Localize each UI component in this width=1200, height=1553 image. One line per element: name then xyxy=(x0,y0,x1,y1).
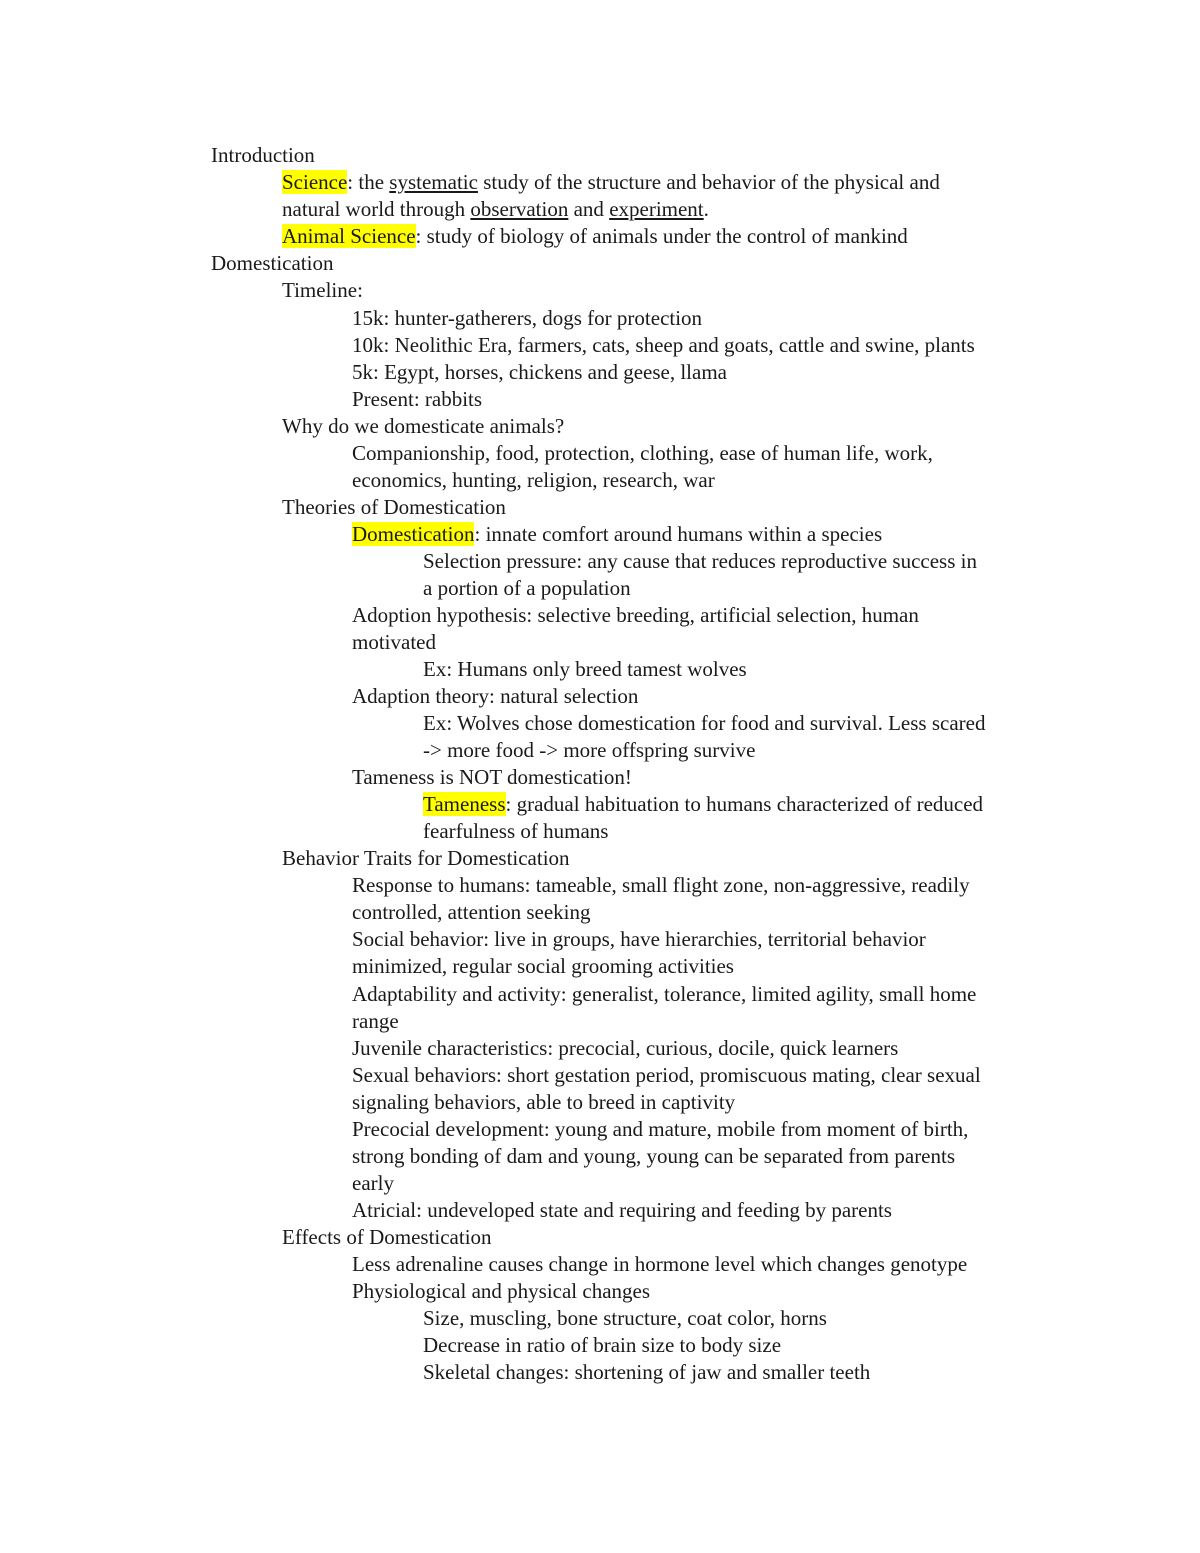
item-text: Ex: Humans only breed tamest wolves xyxy=(423,657,747,681)
item-text: Effects of Domestication xyxy=(282,1225,492,1249)
section-heading: Introduction xyxy=(211,143,315,167)
item-text: Adaptability and activity: generalist, tolerance, limited agility, small home xyxy=(352,982,977,1006)
item-text: Atricial: undeveloped state and requiring and feeding by parents xyxy=(352,1198,892,1222)
item-text: Tameness is NOT domestication! xyxy=(352,765,632,789)
item-text: Precocial development: young and mature, mobile from moment of birth, xyxy=(352,1117,969,1141)
highlighted-term: Animal Science xyxy=(282,224,416,248)
item-text: early xyxy=(352,1171,394,1195)
item-text: 10k: Neolithic Era, farmers, cats, sheep and goats, cattle and swine, plants xyxy=(352,333,975,357)
item-text: a portion of a population xyxy=(423,576,631,600)
section-heading: Domestication xyxy=(211,251,334,275)
item-text: Adoption hypothesis: selective breeding, artificial selection, human xyxy=(352,603,919,627)
underlined-word: systematic xyxy=(389,170,478,194)
item-text: -> more food -> more offspring survive xyxy=(423,738,756,762)
item-text: Social behavior: live in groups, have hierarchies, territorial behavior xyxy=(352,927,926,951)
item-text: Domestication: innate comfort around humans within a species xyxy=(352,522,883,546)
item-text: Theories of Domestication xyxy=(282,495,506,519)
item-text: Size, muscling, bone structure, coat color, horns xyxy=(423,1306,827,1330)
item-text: economics, hunting, religion, research, war xyxy=(352,468,715,492)
item-text: minimized, regular social grooming activities xyxy=(352,954,734,978)
highlighted-term: Science xyxy=(282,170,348,194)
item-text: Ex: Wolves chose domestication for food and survival. Less scared xyxy=(423,711,986,735)
item-text: Juvenile characteristics: precocial, curious, docile, quick learners xyxy=(352,1036,899,1060)
underlined-word: observation xyxy=(470,197,569,221)
item-text: Science: the systematic study of the structure and behavior of the physical and xyxy=(282,170,940,194)
item-text: controlled, attention seeking xyxy=(352,900,591,924)
underlined-word: experiment xyxy=(609,197,704,221)
item-text: Animal Science: study of biology of animals under the control of mankind xyxy=(282,224,908,248)
item-text: strong bonding of dam and young, young can be separated from parents xyxy=(352,1144,956,1168)
item-text: 5k: Egypt, horses, chickens and geese, llama xyxy=(352,360,727,384)
item-text: Adaption theory: natural selection xyxy=(352,684,639,708)
item-text: fearfulness of humans xyxy=(423,819,609,843)
item-text: Response to humans: tameable, small flight zone, non-aggressive, readily xyxy=(352,873,970,897)
highlighted-term: Domestication xyxy=(352,522,475,546)
item-text: Selection pressure: any cause that reduces reproductive success in xyxy=(423,549,977,573)
item-text: range xyxy=(352,1009,399,1033)
item-text: motivated xyxy=(352,630,436,654)
item-text: Decrease in ratio of brain size to body size xyxy=(423,1333,782,1357)
item-text: Timeline: xyxy=(282,278,363,302)
item-text: Skeletal changes: shortening of jaw and smaller teeth xyxy=(423,1360,871,1384)
item-text: Why do we domesticate animals? xyxy=(282,414,565,438)
item-text: 15k: hunter-gatherers, dogs for protection xyxy=(352,306,703,330)
item-text: Companionship, food, protection, clothing, ease of human life, work, xyxy=(352,441,933,465)
highlighted-term: Tameness xyxy=(423,792,506,816)
item-text: Physiological and physical changes xyxy=(352,1279,651,1303)
item-text: Less adrenaline causes change in hormone level which changes genotype xyxy=(352,1252,968,1276)
item-text: Behavior Traits for Domestication xyxy=(282,846,570,870)
item-text: Sexual behaviors: short gestation period, promiscuous mating, clear sexual xyxy=(352,1063,981,1087)
item-text: natural world through observation and experiment. xyxy=(282,197,709,221)
item-text: signaling behaviors, able to breed in captivity xyxy=(352,1090,736,1114)
item-text: Present: rabbits xyxy=(352,387,483,411)
item-text: Tameness: gradual habituation to humans characterized of reduced xyxy=(423,792,984,816)
